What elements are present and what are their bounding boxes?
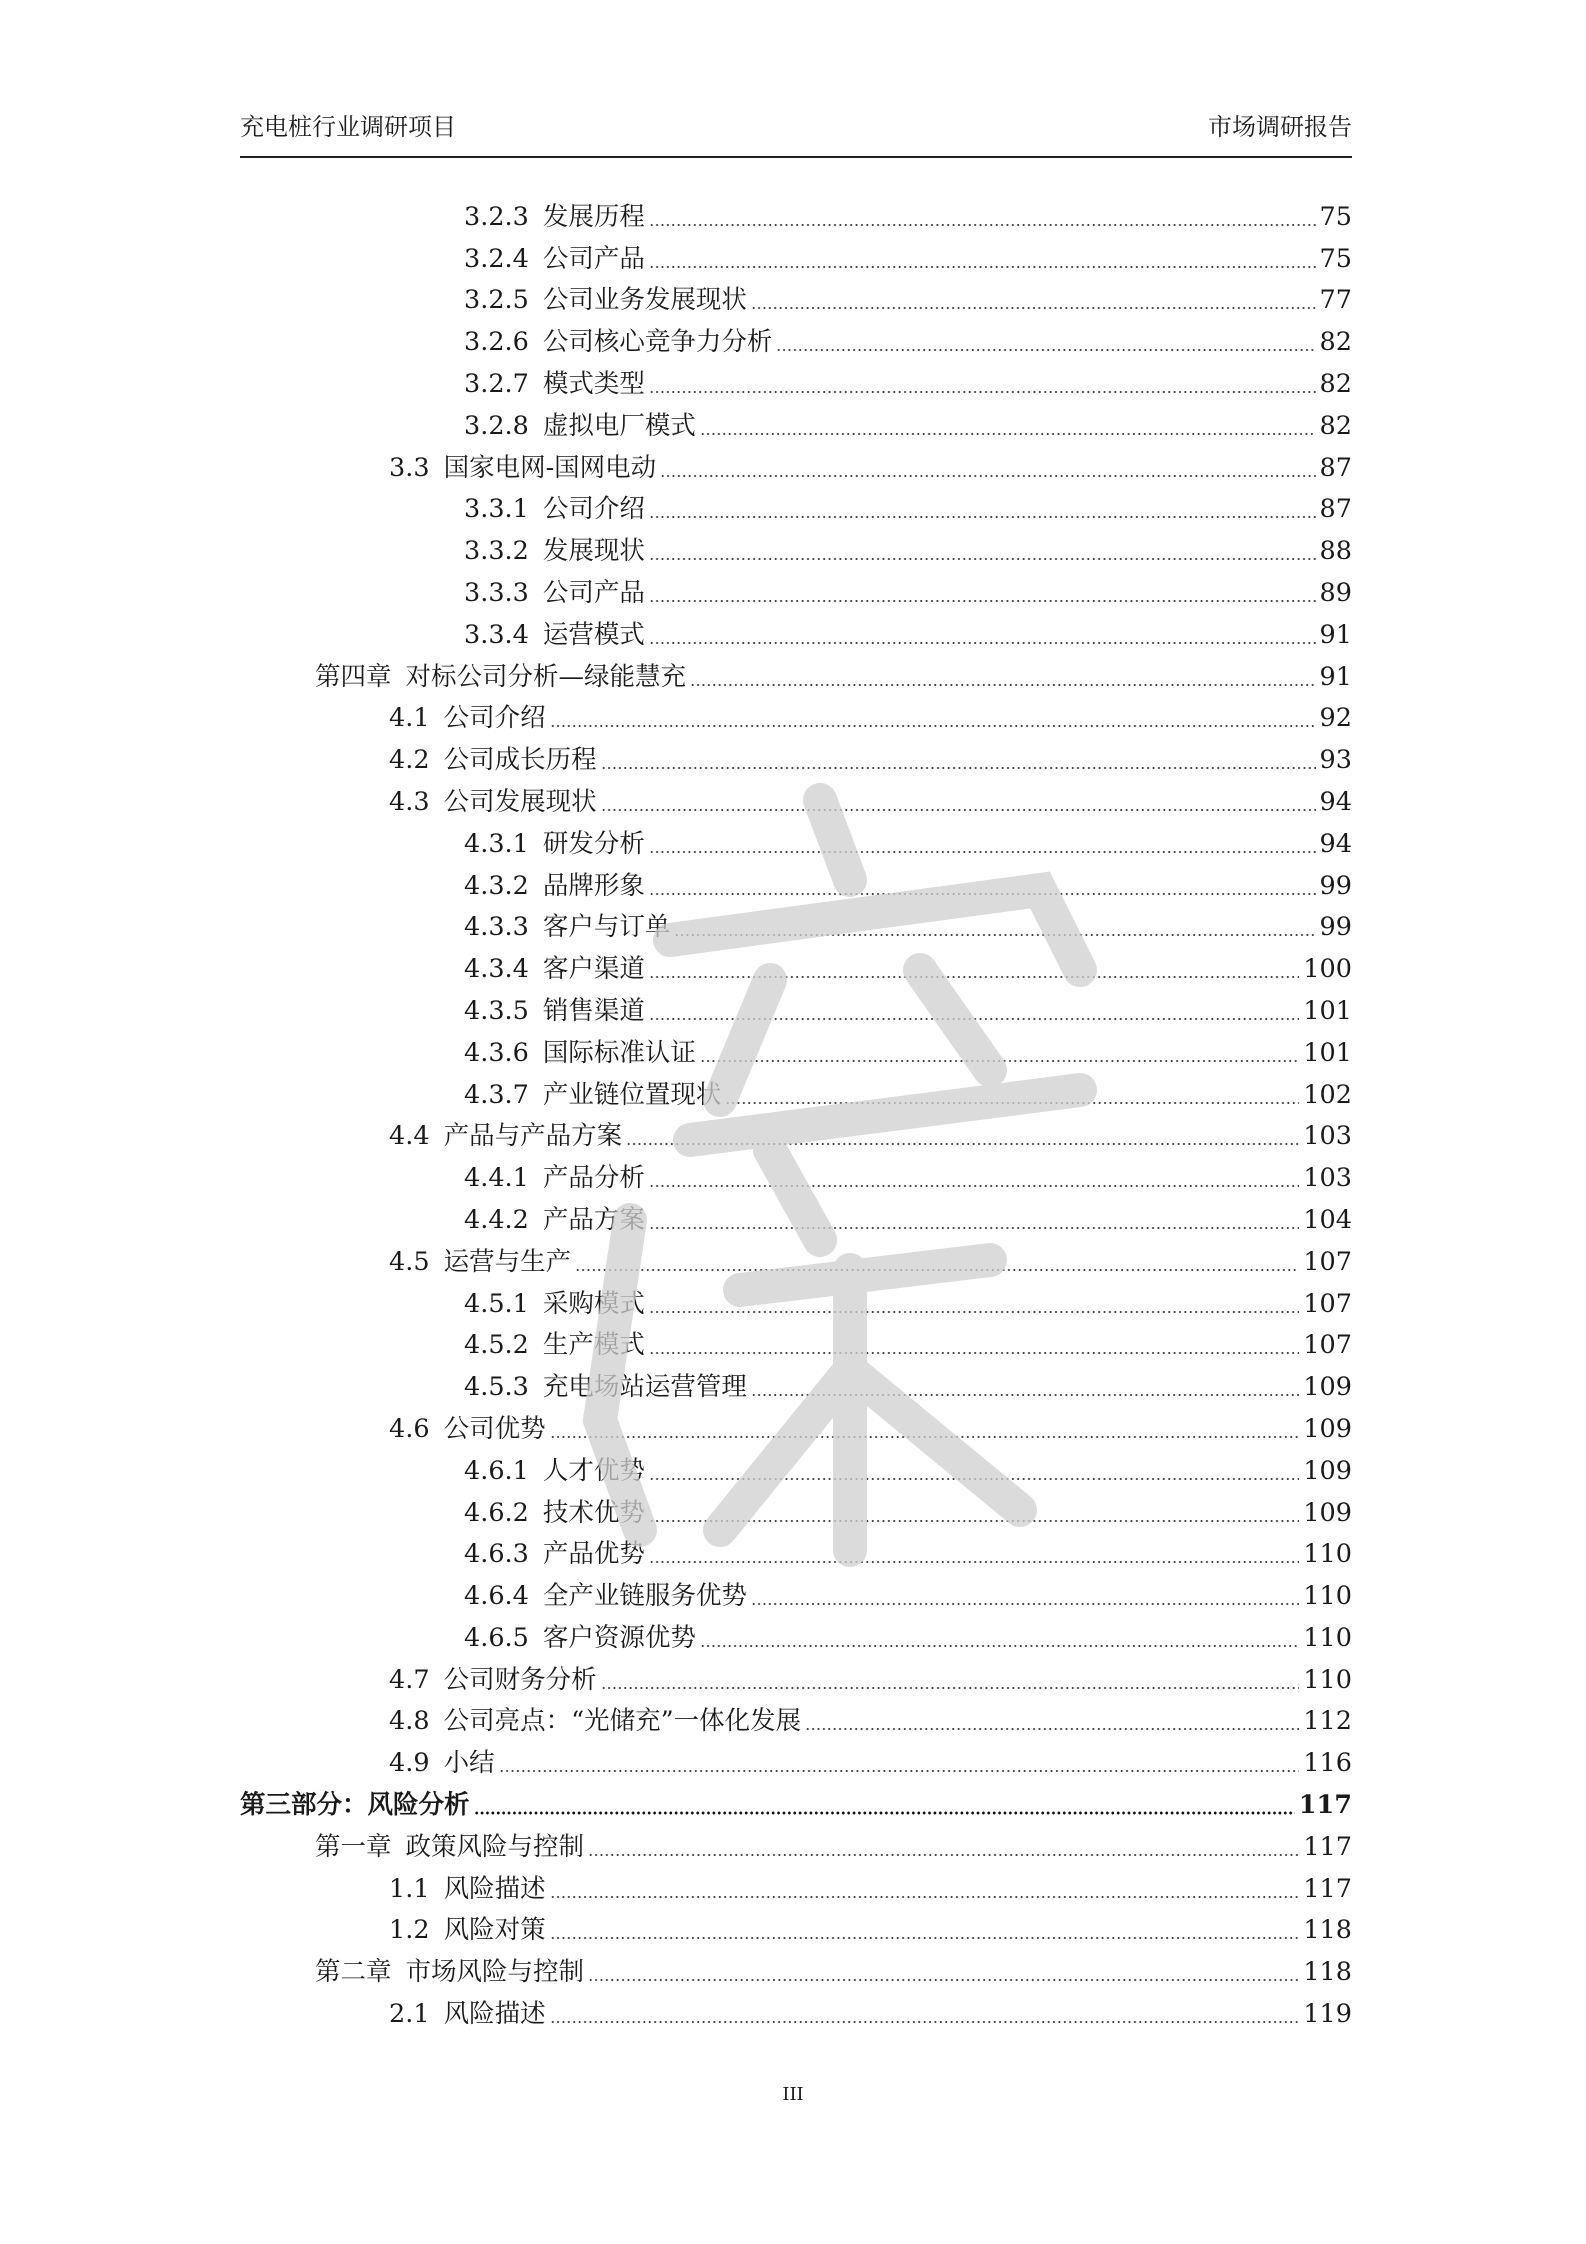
toc-dot-leader bbox=[649, 1519, 1299, 1523]
toc-entry-title: 公司产品 bbox=[542, 577, 645, 608]
toc-entry-title: 公司介绍 bbox=[542, 494, 645, 525]
toc-entry-page: 94 bbox=[1319, 786, 1352, 817]
toc-dot-leader bbox=[751, 306, 1316, 310]
toc-entry-page: 109 bbox=[1303, 1455, 1352, 1486]
toc-dot-leader bbox=[649, 641, 1316, 645]
toc-entry-number: 4.6 bbox=[389, 1413, 430, 1444]
toc-entry-page: 107 bbox=[1303, 1246, 1352, 1277]
toc-entry[interactable] bbox=[240, 737, 1352, 779]
toc-entry-title: 全产业链服务优势 bbox=[542, 1581, 747, 1612]
toc-entry[interactable] bbox=[240, 1866, 1352, 1908]
toc-entry-title: 风险描述 bbox=[443, 1873, 546, 1904]
toc-entry[interactable] bbox=[240, 1782, 1352, 1824]
toc-dot-leader bbox=[649, 599, 1316, 603]
toc-dot-leader bbox=[550, 1435, 1300, 1439]
toc-entry[interactable] bbox=[240, 1532, 1352, 1574]
toc-entry-number: 第二章 bbox=[315, 1957, 392, 1988]
toc-entry-page: 118 bbox=[1303, 1957, 1352, 1988]
toc-entry-page: 110 bbox=[1303, 1664, 1352, 1695]
toc-entry-page: 103 bbox=[1303, 1121, 1352, 1152]
toc-entry-title: 运营与生产 bbox=[443, 1246, 572, 1277]
toc-entry-title: 公司发展现状 bbox=[443, 786, 597, 817]
toc-dot-leader bbox=[725, 1101, 1299, 1105]
toc-entry-number: 4.6.2 bbox=[464, 1497, 529, 1528]
toc-entry-title: 对标公司分析—绿能慧充 bbox=[405, 661, 687, 692]
toc-entry[interactable] bbox=[240, 612, 1352, 654]
toc-entry-number: 4.3.4 bbox=[464, 954, 529, 985]
toc-entry-title: 政策风险与控制 bbox=[405, 1831, 585, 1862]
toc-entry-title: 研发分析 bbox=[542, 828, 645, 859]
toc-entry-page: 87 bbox=[1319, 452, 1352, 483]
toc-entry-title: 发展历程 bbox=[542, 201, 645, 232]
toc-entry-title: 客户资源优势 bbox=[542, 1622, 696, 1653]
toc-entry-title: 公司产品 bbox=[542, 243, 645, 274]
toc-entry-number: 3.2.6 bbox=[464, 327, 529, 358]
toc-entry-title: 风险描述 bbox=[443, 1999, 546, 2030]
toc-dot-leader bbox=[649, 975, 1299, 979]
toc-entry[interactable] bbox=[240, 988, 1352, 1030]
toc-dot-leader bbox=[776, 348, 1315, 352]
toc-entry-title: 采购模式 bbox=[542, 1288, 645, 1319]
toc-entry-number: 4.3.5 bbox=[464, 995, 529, 1026]
toc-entry[interactable] bbox=[240, 194, 1352, 236]
toc-entry[interactable] bbox=[240, 278, 1352, 320]
toc-entry[interactable] bbox=[240, 1030, 1352, 1072]
toc-entry-number: 3.3.2 bbox=[464, 536, 529, 567]
toc-entry-page: 100 bbox=[1303, 954, 1352, 985]
toc-entry[interactable] bbox=[240, 487, 1352, 529]
toc-entry-title: 风险对策 bbox=[443, 1915, 546, 1946]
toc-entry-title: 公司核心竞争力分析 bbox=[542, 327, 773, 358]
toc-entry-page: 82 bbox=[1319, 410, 1352, 441]
toc-entry-page: 92 bbox=[1319, 703, 1352, 734]
toc-entry-title: 运营模式 bbox=[542, 619, 645, 650]
toc-dot-leader bbox=[550, 1936, 1300, 1940]
toc-dot-leader bbox=[550, 2020, 1300, 2024]
page-number: III bbox=[782, 2084, 804, 2105]
toc-entry-title: 公司财务分析 bbox=[443, 1664, 597, 1695]
toc-entry-page: 75 bbox=[1319, 243, 1352, 274]
toc-dot-leader bbox=[601, 1686, 1300, 1690]
toc-entry[interactable] bbox=[240, 905, 1352, 947]
toc-entry-title: 品牌形象 bbox=[542, 870, 645, 901]
toc-entry-number: 4.1 bbox=[389, 703, 430, 734]
toc-entry-title: 客户渠道 bbox=[542, 954, 645, 985]
toc-entry[interactable] bbox=[240, 445, 1352, 487]
toc-entry-number: 4.3.2 bbox=[464, 870, 529, 901]
toc-dot-leader bbox=[601, 766, 1316, 770]
toc-dot-leader bbox=[575, 1268, 1299, 1272]
toc-entry-number: 3.3.3 bbox=[464, 577, 529, 608]
toc-entry-number: 3.2.8 bbox=[464, 410, 529, 441]
toc-entry-page: 101 bbox=[1303, 1037, 1352, 1068]
toc-entry-number: 4.6.4 bbox=[464, 1581, 529, 1612]
toc-entry-number: 3.2.3 bbox=[464, 201, 529, 232]
toc-entry-number: 3.3.1 bbox=[464, 494, 529, 525]
toc-entry[interactable] bbox=[240, 1949, 1352, 1991]
toc-dot-leader bbox=[550, 724, 1316, 728]
toc-entry-number: 2.1 bbox=[389, 1999, 430, 2030]
toc-entry-title: 公司优势 bbox=[443, 1413, 546, 1444]
toc-dot-leader bbox=[649, 1477, 1299, 1481]
toc-entry-number: 4.2 bbox=[389, 745, 430, 776]
toc-entry[interactable] bbox=[240, 319, 1352, 361]
toc-entry-title: 销售渠道 bbox=[542, 995, 645, 1026]
toc-entry-number: 4.4 bbox=[389, 1121, 430, 1152]
toc-entry-number: 3.2.4 bbox=[464, 243, 529, 274]
toc-entry-title: 客户与订单 bbox=[542, 912, 671, 943]
toc-entry[interactable] bbox=[240, 821, 1352, 863]
toc-entry-page: 103 bbox=[1303, 1163, 1352, 1194]
toc-entry-number: 3.3.4 bbox=[464, 619, 529, 650]
toc-entry-title: 小结 bbox=[443, 1748, 495, 1779]
toc-entry[interactable] bbox=[240, 1908, 1352, 1950]
toc-entry[interactable] bbox=[240, 570, 1352, 612]
toc-entry-title: 国家电网-国网电动 bbox=[443, 452, 657, 483]
toc-entry-page: 89 bbox=[1319, 577, 1352, 608]
toc-entry-page: 109 bbox=[1303, 1413, 1352, 1444]
toc-entry-title: 产品与产品方案 bbox=[443, 1121, 623, 1152]
toc-entry-number: 4.6.1 bbox=[464, 1455, 529, 1486]
toc-entry[interactable] bbox=[240, 1740, 1352, 1782]
header-project-title: 充电桩行业调研项目 bbox=[240, 113, 456, 141]
toc-entry-title: 产品方案 bbox=[542, 1204, 645, 1235]
toc-entry[interactable] bbox=[240, 1323, 1352, 1365]
toc-dot-leader bbox=[550, 1895, 1300, 1899]
toc-entry-number: 4.5 bbox=[389, 1246, 430, 1277]
toc-dot-leader bbox=[649, 1017, 1299, 1021]
toc-entry-page: 82 bbox=[1319, 368, 1352, 399]
toc-dot-leader bbox=[649, 1560, 1299, 1564]
toc-dot-leader bbox=[674, 933, 1315, 937]
toc-entry-title: 虚拟电厂模式 bbox=[542, 410, 696, 441]
toc-dot-leader bbox=[588, 1978, 1299, 1982]
toc-entry-number: 4.3.1 bbox=[464, 828, 529, 859]
toc-entry-title: 人才优势 bbox=[542, 1455, 645, 1486]
toc-entry-title: 公司亮点：“光储充”一体化发展 bbox=[443, 1706, 802, 1737]
toc-dot-leader bbox=[649, 892, 1316, 896]
toc-dot-leader bbox=[649, 515, 1316, 519]
toc-entry[interactable] bbox=[240, 1197, 1352, 1239]
toc-entry-title: 国际标准认证 bbox=[542, 1037, 696, 1068]
toc-dot-leader bbox=[649, 1310, 1299, 1314]
toc-entry-page: 117 bbox=[1303, 1831, 1352, 1862]
toc-entry[interactable] bbox=[240, 1991, 1352, 2033]
toc-dot-leader bbox=[660, 474, 1315, 478]
toc-entry-title: 技术优势 bbox=[542, 1497, 645, 1528]
toc-entry-title: 产业链位置现状 bbox=[542, 1079, 722, 1110]
toc-entry-page: 110 bbox=[1303, 1581, 1352, 1612]
toc-entry-number: 4.5.1 bbox=[464, 1288, 529, 1319]
toc-entry[interactable] bbox=[240, 1615, 1352, 1657]
toc-entry[interactable] bbox=[240, 1657, 1352, 1699]
toc-entry[interactable] bbox=[240, 863, 1352, 905]
toc-entry-number: 4.4.2 bbox=[464, 1204, 529, 1235]
toc-entry-page: 91 bbox=[1319, 661, 1352, 692]
table-of-contents bbox=[240, 194, 1352, 2033]
toc-entry-number: 4.6.3 bbox=[464, 1539, 529, 1570]
toc-entry-page: 112 bbox=[1303, 1706, 1352, 1737]
toc-dot-leader bbox=[499, 1769, 1300, 1773]
toc-entry-title: 产品分析 bbox=[542, 1163, 645, 1194]
toc-entry-number: 第四章 bbox=[315, 661, 392, 692]
toc-entry[interactable] bbox=[240, 696, 1352, 738]
toc-entry-number: 4.9 bbox=[389, 1748, 430, 1779]
toc-entry[interactable] bbox=[240, 1281, 1352, 1323]
toc-dot-leader bbox=[649, 557, 1316, 561]
toc-entry-page: 117 bbox=[1298, 1790, 1352, 1821]
toc-entry-number: 4.3 bbox=[389, 786, 430, 817]
toc-entry-page: 119 bbox=[1303, 1999, 1352, 2030]
toc-entry-title: 第三部分：风险分析 bbox=[240, 1790, 470, 1821]
toc-entry-number: 4.4.1 bbox=[464, 1163, 529, 1194]
toc-entry-page: 99 bbox=[1319, 912, 1352, 943]
toc-dot-leader bbox=[649, 223, 1316, 227]
toc-entry-page: 110 bbox=[1303, 1622, 1352, 1653]
toc-entry-page: 116 bbox=[1303, 1748, 1352, 1779]
toc-entry[interactable] bbox=[240, 1114, 1352, 1156]
toc-entry-title: 产品优势 bbox=[542, 1539, 645, 1570]
toc-entry-number: 4.3.3 bbox=[464, 912, 529, 943]
toc-entry-page: 102 bbox=[1303, 1079, 1352, 1110]
toc-entry[interactable] bbox=[240, 528, 1352, 570]
toc-entry-number: 4.5.2 bbox=[464, 1330, 529, 1361]
toc-entry-page: 110 bbox=[1303, 1539, 1352, 1570]
toc-entry[interactable] bbox=[240, 1699, 1352, 1741]
toc-dot-leader bbox=[649, 1351, 1299, 1355]
toc-entry-number: 4.6.5 bbox=[464, 1622, 529, 1653]
toc-dot-leader bbox=[700, 1059, 1299, 1063]
toc-entry[interactable] bbox=[240, 1824, 1352, 1866]
toc-entry-number: 4.8 bbox=[389, 1706, 430, 1737]
toc-entry-number: 4.7 bbox=[389, 1664, 430, 1695]
toc-entry-title: 生产模式 bbox=[542, 1330, 645, 1361]
toc-dot-leader bbox=[601, 808, 1316, 812]
toc-entry-number: 4.3.7 bbox=[464, 1079, 529, 1110]
toc-entry-page: 117 bbox=[1303, 1873, 1352, 1904]
toc-dot-leader bbox=[700, 1644, 1299, 1648]
toc-entry-page: 107 bbox=[1303, 1330, 1352, 1361]
toc-entry-title: 公司介绍 bbox=[443, 703, 546, 734]
toc-dot-leader bbox=[751, 1393, 1299, 1397]
toc-entry-title: 充电场站运营管理 bbox=[542, 1372, 747, 1403]
page-header bbox=[240, 110, 1352, 158]
toc-entry-title: 发展现状 bbox=[542, 536, 645, 567]
toc-entry[interactable] bbox=[240, 1406, 1352, 1448]
toc-dot-leader bbox=[700, 432, 1316, 436]
toc-dot-leader bbox=[474, 1811, 1295, 1815]
toc-dot-leader bbox=[751, 1602, 1299, 1606]
toc-entry[interactable] bbox=[240, 1490, 1352, 1532]
toc-dot-leader bbox=[649, 390, 1316, 394]
toc-entry-page: 109 bbox=[1303, 1497, 1352, 1528]
toc-dot-leader bbox=[588, 1853, 1299, 1857]
toc-entry-page: 101 bbox=[1303, 995, 1352, 1026]
toc-dot-leader bbox=[649, 850, 1316, 854]
toc-entry[interactable] bbox=[240, 236, 1352, 278]
toc-entry[interactable] bbox=[240, 1573, 1352, 1615]
toc-entry-page: 99 bbox=[1319, 870, 1352, 901]
header-report-type: 市场调研报告 bbox=[1208, 113, 1352, 141]
toc-entry-title: 公司业务发展现状 bbox=[542, 285, 747, 316]
toc-entry-page: 93 bbox=[1319, 745, 1352, 776]
toc-entry[interactable] bbox=[240, 779, 1352, 821]
toc-entry-page: 107 bbox=[1303, 1288, 1352, 1319]
toc-dot-leader bbox=[649, 1226, 1299, 1230]
toc-entry-number: 4.5.3 bbox=[464, 1372, 529, 1403]
toc-entry-page: 104 bbox=[1303, 1204, 1352, 1235]
toc-entry-number: 1.1 bbox=[389, 1873, 430, 1904]
toc-entry-page: 94 bbox=[1319, 828, 1352, 859]
toc-entry[interactable] bbox=[240, 1448, 1352, 1490]
toc-entry-title: 公司成长历程 bbox=[443, 745, 597, 776]
toc-dot-leader bbox=[690, 683, 1316, 687]
toc-entry-page: 109 bbox=[1303, 1372, 1352, 1403]
toc-entry-page: 91 bbox=[1319, 619, 1352, 650]
toc-entry-page: 77 bbox=[1319, 285, 1352, 316]
toc-entry[interactable] bbox=[240, 361, 1352, 403]
toc-entry[interactable] bbox=[240, 403, 1352, 445]
toc-dot-leader bbox=[805, 1727, 1299, 1731]
toc-entry-page: 75 bbox=[1319, 201, 1352, 232]
toc-entry-title: 模式类型 bbox=[542, 368, 645, 399]
toc-entry[interactable] bbox=[240, 946, 1352, 988]
toc-entry-number: 1.2 bbox=[389, 1915, 430, 1946]
toc-entry-page: 88 bbox=[1319, 536, 1352, 567]
toc-entry-page: 87 bbox=[1319, 494, 1352, 525]
toc-entry[interactable] bbox=[240, 1155, 1352, 1197]
toc-entry-number: 3.2.7 bbox=[464, 368, 529, 399]
toc-entry[interactable] bbox=[240, 654, 1352, 696]
toc-entry-number: 第一章 bbox=[315, 1831, 392, 1862]
toc-entry[interactable] bbox=[240, 1072, 1352, 1114]
toc-entry[interactable] bbox=[240, 1239, 1352, 1281]
toc-entry-title: 市场风险与控制 bbox=[405, 1957, 585, 1988]
toc-entry[interactable] bbox=[240, 1364, 1352, 1406]
toc-dot-leader bbox=[626, 1142, 1299, 1146]
toc-entry-number: 4.3.6 bbox=[464, 1037, 529, 1068]
toc-entry-page: 82 bbox=[1319, 327, 1352, 358]
toc-entry-number: 3.2.5 bbox=[464, 285, 529, 316]
toc-dot-leader bbox=[649, 265, 1316, 269]
toc-dot-leader bbox=[649, 1184, 1299, 1188]
toc-entry-page: 118 bbox=[1303, 1915, 1352, 1946]
toc-entry-number: 3.3 bbox=[389, 452, 430, 483]
